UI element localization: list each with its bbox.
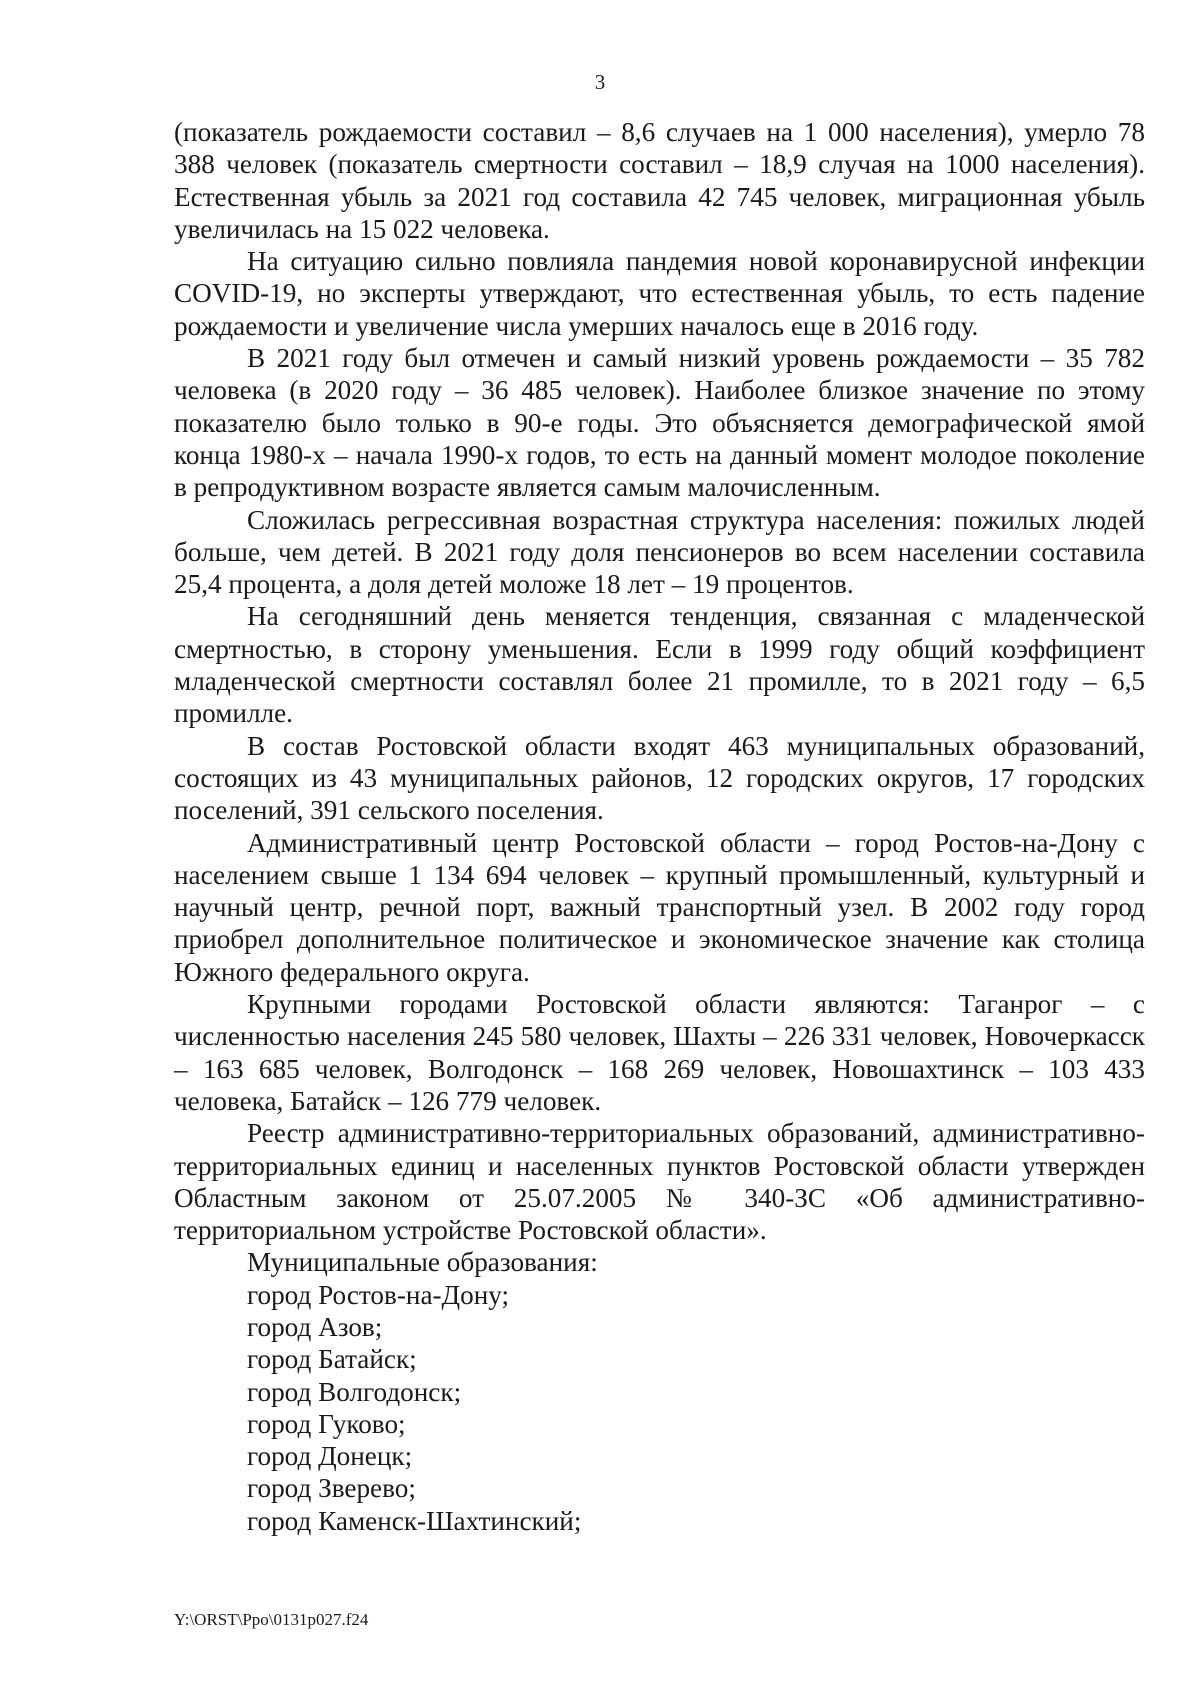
list-item: город Каменск-Шахтинский; <box>247 1505 582 1536</box>
paragraph-9: Реестр административно-территориальных образований, административно-территориальных единиц и населенных пунктов Ростовской области утвержден Областным законом от 25.07.2005 № 340-ЗС «Об административно-территориальном устройстве Ростовской области». <box>174 1118 1145 1246</box>
list-item: город Ростов-на-Дону; <box>247 1279 510 1310</box>
paragraph-7: Административный центр Ростовской области – город Ростов-на-Дону с населением свыше 1 134 694 человек – крупный промышленный, культурный и научный центр, речной порт, важный транспортный узел. В 2002 году город приобрел дополнительное политическое и экономическое значение как столица Южного федерального округа. <box>174 827 1145 987</box>
municipal-list <box>174 1246 1145 1537</box>
list-item: город Азов; <box>247 1311 383 1342</box>
list-item: город Волгодонск; <box>247 1376 462 1407</box>
list-item: город Зверево; <box>247 1473 416 1504</box>
document-body <box>174 116 1145 1537</box>
list-item: город Гуково; <box>247 1408 406 1439</box>
file-path-footer: Y:\ORST\Ppo\0131p027.f24 <box>174 1610 369 1629</box>
paragraph-2: На ситуацию сильно повлияла пандемия новой коронавирусной инфекции COVID-19, но эксперты утверждают, что естественная убыль, то есть падение рождаемости и увеличение числа умерших началось еще в 2016 году. <box>174 246 1145 341</box>
page-number: 3 <box>594 70 606 94</box>
list-title: Муниципальные образования: <box>247 1247 598 1278</box>
paragraph-6: В состав Ростовской области входят 463 муниципальных образований, состоящих из 43 муниципальных районов, 12 городских округов, 17 городских поселений, 391 сельского поселения. <box>174 730 1145 826</box>
paragraph-4: Сложилась регрессивная возрастная структура населения: пожилых людей больше, чем детей. В 2021 году доля пенсионеров во всем населении составила 25,4 процента, а доля детей моложе 18 лет – 19 процентов. <box>174 504 1145 600</box>
list-item: город Донецк; <box>247 1441 413 1472</box>
paragraph-5: На сегодняшний день меняется тенденция, связанная с младенческой смертностью, в сторону уменьшения. Если в 1999 году общий коэффициент младенческой смертности составлял более 21 промилле, то в 2021 году – 6,5 промилле. <box>174 601 1145 729</box>
paragraph-1: (показатель рождаемости составил – 8,6 случаев на 1 000 населения), умерло 78 388 человек (показатель смертности составил – 18,9 случая на 1000 населения). Естественная убыль за 2021 год составила 42 745 человек, миграционная убыль увеличилась на 15 022 человека. <box>174 117 1145 244</box>
paragraph-8: Крупными городами Ростовской области являются: Таганрог – с численностью населения 245 580 человек, Шахты – 226 331 человек, Новочеркасск – 163 685 человек, Волгодонск – 168 269 человек, Новошахтинск – 103 433 человека, Батайск – 126 779 человек. <box>174 989 1145 1116</box>
list-item: город Батайск; <box>247 1344 417 1375</box>
paragraph-3: В 2021 году был отмечен и самый низкий уровень рождаемости – 35 782 человека (в 2020 году – 36 485 человек). Наиболее близкое значение по этому показателю было только в 90-е годы. Это объясняется демографической ямой конца 1980-х – начала 1990-х годов, то есть на данный момент молодое поколение в репродуктивном возрасте является самым малочисленным. <box>174 343 1145 503</box>
